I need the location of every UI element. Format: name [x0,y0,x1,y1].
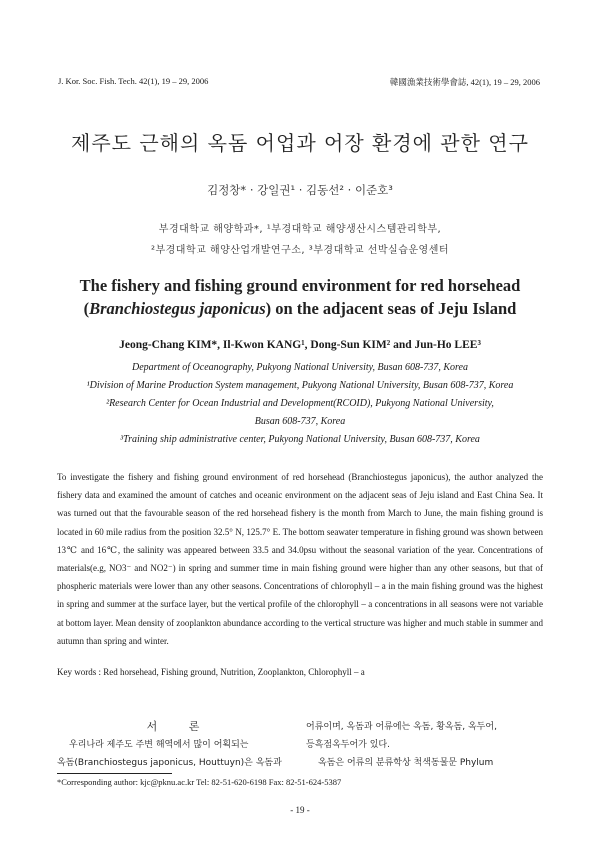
journal-header-korean: 韓國漁業技術學會誌, 42(1), 19 – 29, 2006 [389,77,540,87]
section-heading: 서 론 [146,720,214,733]
keywords: Key words : Red horsehead, Fishing ground, Nutrition, Zooplankton, Chlorophyll – a [57,667,365,677]
english-affiliation-line: ¹Division of Marine Production System management, Pukyong National University, Busan 608-737, Korea [86,380,514,391]
english-affiliation-line: ²Research Center for Ocean Industrial and Development(RCOID), Pukyong National University, [106,398,494,409]
english-authors: Jeong-Chang KIM*, Il-Kwon KANG¹, Dong-Sun KIM² and Jun-Ho LEE³ [119,339,481,351]
corresponding-author-footnote: *Corresponding author: kjc@pknu.ac.kr Tel: 82-51-620-6198 Fax: 82-51-624-5387 [57,777,342,787]
body-text-line: 어류이며, 옥돔과 어류에는 옥돔, 황옥돔, 옥두어, [306,722,497,732]
body-text-line: 옥돔은 어류의 분류학상 척색동물문 Phylum [318,758,494,768]
body-right-column [306,718,543,772]
body-text-line: 옥돔(Branchiostegus japonicus, Houttuyn)은 옥돔과 [57,758,282,768]
footnote-divider [57,773,172,774]
korean-authors: 김정창* · 강일권¹ · 김동선² · 이준호³ [207,183,393,197]
korean-title: 제주도 근해의 옥돔 어업과 어장 환경에 관한 연구 [71,131,529,155]
korean-affiliation-line: ²부경대학교 해양산업개발연구소, ³부경대학교 선박실습운영센터 [150,245,450,256]
body-left-column [57,718,289,772]
english-title-line-1: The fishery and fishing ground environment for red horsehead [79,276,521,295]
korean-affiliation-line: 부경대학교 해양학과*, ¹부경대학교 해양생산시스템관리학부, [158,224,442,235]
english-title-line-2: (Branchiostegus japonicus) on the adjacent seas of Jeju Island [83,299,517,318]
species-name: Branchiostegus japonicus [89,299,266,318]
journal-header-english: J. Kor. Soc. Fish. Tech. 42(1), 19 – 29, 2006 [58,76,209,86]
english-affiliation-line: ³Training ship administrative center, Pukyong National University, Busan 608-737, Korea [120,434,480,445]
page-number: - 19 - [290,805,310,815]
body-text-line: 등흑점옥두어가 있다. [306,740,390,750]
english-affiliation-line: Busan 608-737, Korea [254,416,346,427]
abstract: To investigate the fishery and fishing ground environment of red horsehead (Branchiostegus japonicus), the author analyzed the fishery data and examined the amount of catches and oceanic environment on the adjacent seas of Jeju island and East China Sea. It was turned out that the favourable season of the red horsehead fishery is the month from March to June, the main fishing ground is located in 60 mile radius from the position 32.5° N, 125.7° E. The bottom seawater temperature in fishing ground was shown between 13℃ and 16℃, the salinity was appeared between 33.5 and 34.0psu without the seasonal variation of the year. Concentrations of materials(e.g, NO3⁻ and NO2⁻) in spring and summer time in main fishing ground were higher than any other seasons, but that of phospheric materials were lower than any other seasons. Concentrations of chlorophyll – a in the main fishing ground was the highest in spring and summer at the surface layer, but the vertical profile of the chlorophyll – a concentrations in all seasons were not variable at bottom layer. Mean density of zooplankton abundance according to the vertical structure was higher and much stable in summer and autumn than spring and winter. [57,472,543,646]
body-text-line: 우리나라 제주도 주변 해역에서 많이 어획되는 [69,740,249,750]
english-affiliation-line: Department of Oceanography, Pukyong National University, Busan 608-737, Korea [132,362,468,373]
